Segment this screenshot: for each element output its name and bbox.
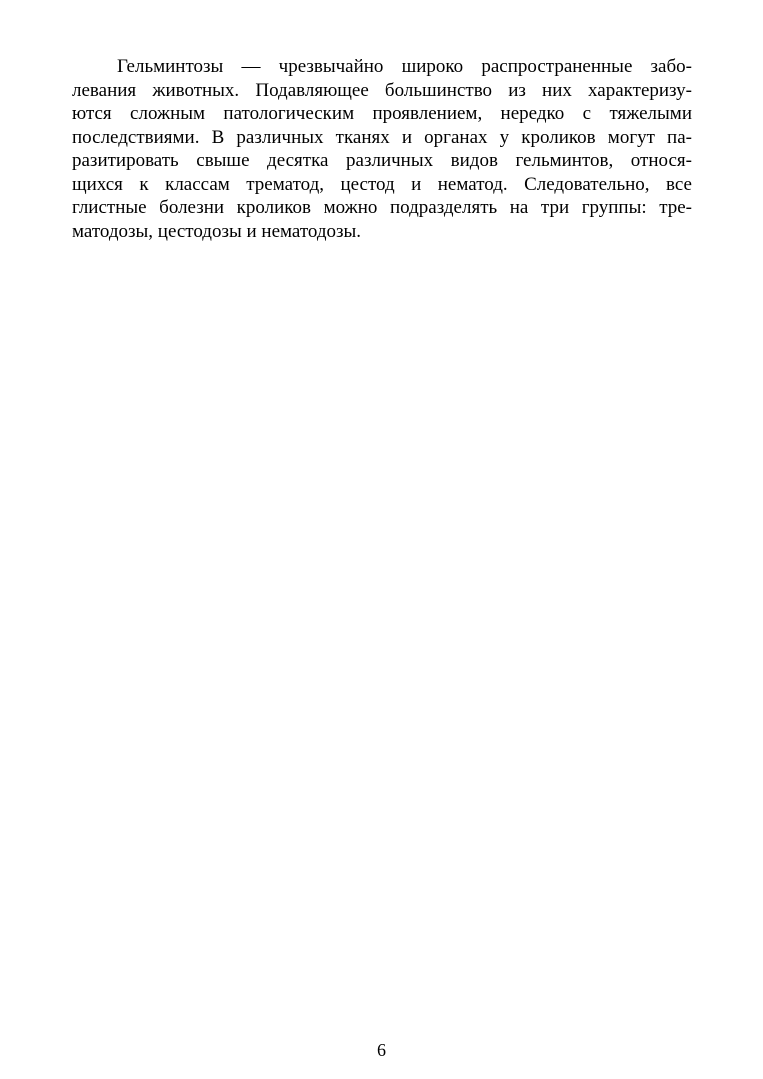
paragraph-line: Гельминтозы — чрезвычайно широко распространенные забо- bbox=[117, 56, 692, 77]
paragraph-line: щихся к классам трематод, цестод и нематод. Следовательно, все bbox=[72, 173, 692, 195]
paragraph-line: левания животных. Подавляющее большинство из них характеризу- bbox=[72, 79, 692, 101]
page-number: 6 bbox=[377, 1040, 386, 1060]
paragraph-line: матодозы, цестодозы и нематодозы. bbox=[72, 220, 362, 242]
body-paragraph bbox=[72, 55, 692, 243]
paragraph-line: ются сложным патологическим проявлением, нередко с тяжелыми bbox=[72, 103, 692, 124]
paragraph-line: разитировать свыше десятка различных видов гельминтов, относя- bbox=[72, 150, 692, 171]
paragraph-line: последствиями. В различных тканях и органах у кроликов могут па- bbox=[72, 126, 692, 148]
paragraph-line: глистные болезни кроликов можно подразделять на три группы: тре- bbox=[72, 197, 692, 218]
